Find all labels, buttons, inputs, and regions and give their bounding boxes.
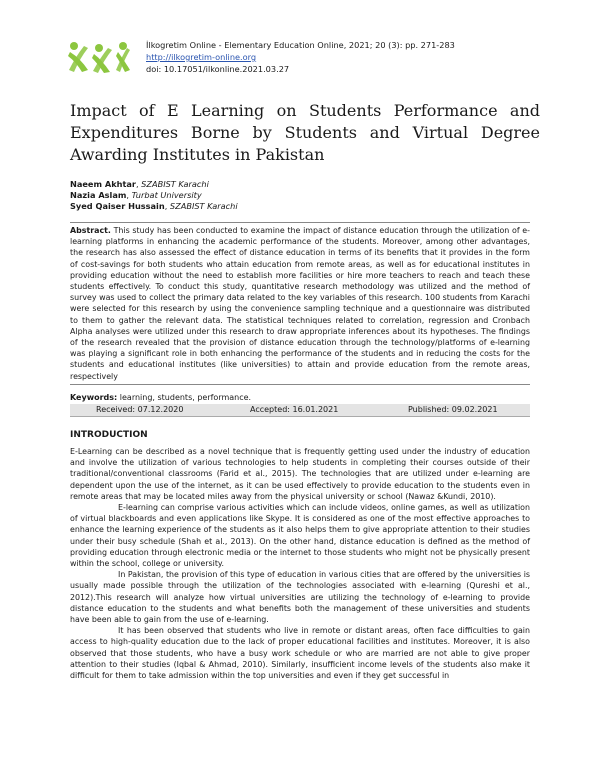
journal-url-link[interactable]: http://ilkogretim-online.org — [146, 52, 257, 62]
author-line: Naeem Akhtar, SZABIST Karachi — [70, 179, 209, 189]
keywords-line — [70, 392, 530, 403]
author-affiliation: SZABIST Karachi — [169, 201, 238, 211]
received-date: Received: 07.12.2020 — [96, 405, 184, 414]
accepted-date: Accepted: 16.01.2021 — [250, 405, 339, 414]
author-name: Syed Qaiser Hussain — [70, 201, 165, 211]
author-list — [70, 179, 540, 212]
introduction-heading: INTRODUCTION — [70, 430, 148, 440]
keywords-label: Keywords: — [70, 393, 118, 402]
body-paragraph: E-learning can comprise various activities which can include videos, online games, as well as utilization of virtual blackboards and even applications like Skype. It is considered as one of the most effective approaches to enhance the learning experience of the students as it also helps them to give appropriate attention to their studies under their busy schedule (Shah et al., 2013). On the other hand, distance education is defined as the method of providing education through electronic media or the internet to those students who might not be physically present within the school, college or university. — [70, 503, 530, 569]
keywords-text: learning, students, performance. — [119, 393, 252, 402]
author-affiliation: Turbat University — [131, 190, 202, 200]
abstract-text: This study has been conducted to examine the impact of distance education through the utilization of e-learning platforms in enhancing the academic performance of the students. Moreover, among other advantages, the research has also assessed the effect of distance education in terms of its benefits that it provides in the form of cost-savings for both students who attain education from remote areas, as well as for educational institutes in providing education without the need to establish more facilities or hire more teachers to reach and teach these students effectively. To conduct this study, quantitative research methodology was utilized and the method of survey was used to collect the primary data related to the key variables of this research. 100 students from Karachi were selected for this research by using the convenience sampling technique and a questionnaire was distributed to them to gather the relevant data. The statistical techniques related to correlation, regression and Cronbach Alpha analyses were utilized under this research to draw appropriate inferences about its hypotheses. The findings of the research revealed that the provision of distance education through the technology/platforms of e-learning was playing a significant role in both enhancing the performance of the students and in reducing the costs for the students and educational institutes (like universities) to attain and provide education from the remote areas, respectively — [70, 226, 530, 381]
introduction-body — [70, 446, 530, 681]
body-paragraph: In Pakistan, the provision of this type of education in various cities that are offered by the universities is usually made possible through the utilization of the technologies associated with e-learning (Qureshi et al., 2012).This research will analyze how virtual universities are utilizing the technology of e-learning to provide distance education to the students and what benefits both the management of these universities and students have been able to gain from the use of e-learning. — [70, 570, 530, 625]
dates-bar — [70, 404, 530, 417]
author-line: Nazia Aslam, Turbat University — [70, 190, 202, 200]
journal-logo-icon — [66, 40, 132, 76]
doi-text: doi: 10.17051/ilkonline.2021.03.27 — [146, 64, 290, 74]
published-date: Published: 09.02.2021 — [408, 405, 498, 414]
abstract-label: Abstract. — [70, 226, 111, 235]
author-name: Naeem Akhtar — [70, 179, 136, 189]
journal-citation: İlkogretim Online - Elementary Education Online, 2021; 20 (3): pp. 271-283 — [146, 40, 455, 50]
journal-info — [146, 39, 455, 75]
abstract-paragraph — [70, 225, 530, 382]
author-line: Syed Qaiser Hussain, SZABIST Karachi — [70, 201, 238, 211]
author-name: Nazia Aslam — [70, 190, 127, 200]
paper-title: Impact of E Learning on Students Performance and Expenditures Borne by Students and Virtual Degree Awarding Institutes in Pakistan — [70, 101, 540, 164]
author-affiliation: SZABIST Karachi — [141, 179, 209, 189]
abstract-section — [70, 222, 530, 385]
body-paragraph: It has been observed that students who live in remote or distant areas, often face difficulties to gain access to high-quality education due to the lack of proper educational facilities and institutes. Moreover, it is also observed that those students, who have a busy work schedule or who are married are not able to give proper attention to their studies (Iqbal & Ahmad, 2010). Similarly, insufficient income levels of the students also make it difficult for them to take admission within the top universities and even if they get successful in — [70, 626, 530, 681]
journal-header — [66, 36, 546, 80]
body-paragraph: E-Learning can be described as a novel technique that is frequently getting used under the industry of education and involve the utilization of various technologies to help students in completing their courses outside of their traditional/conventional classrooms (Farid et al., 2015). The technologies that are utilized under e-learning are dependent upon the use of the internet, as it can be used effectively to provide education to the students even in remote areas that may be located miles away from the physical university or school (Nawaz &Kundi, 2010). — [70, 447, 530, 501]
